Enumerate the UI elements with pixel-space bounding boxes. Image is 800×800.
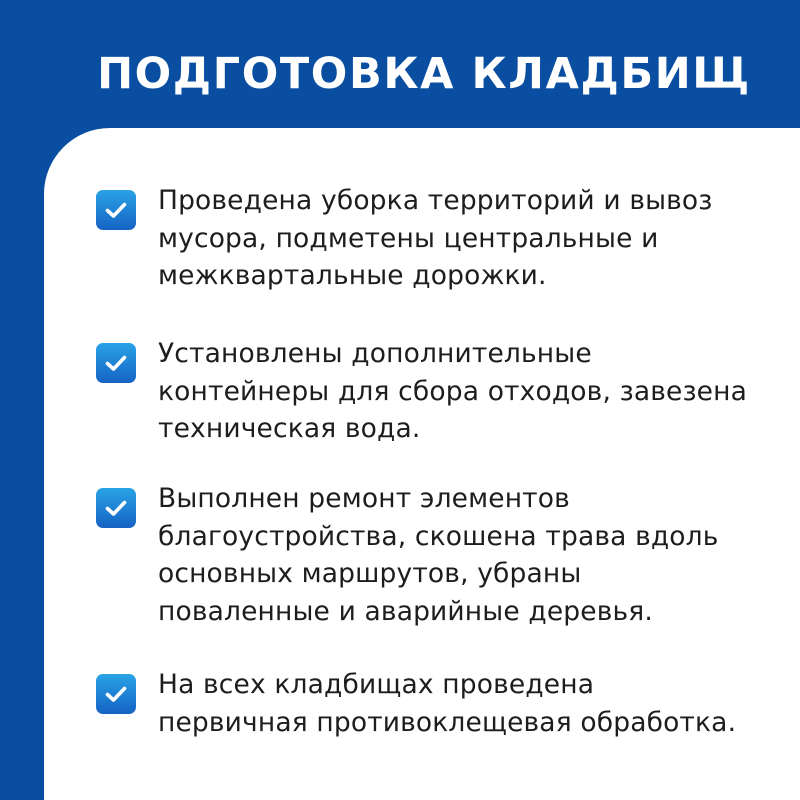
text-line: Проведена уборка территорий и вывоз [158, 185, 713, 216]
text-line: контейнеры для сбора отходов, завезена [158, 375, 747, 407]
text-line: техническая вода. [158, 413, 421, 444]
checkbox-checked-icon [96, 488, 136, 528]
checkbox-checked-icon [96, 190, 136, 230]
list-item-text [158, 182, 778, 295]
text-line: первичная противоклещевая обработка. [158, 706, 737, 738]
page-title: ПОДГОТОВКА КЛАДБИЩ [97, 49, 751, 99]
text-line: Установлены дополнительные [158, 338, 592, 369]
text-line: межквартальные дорожки. [158, 260, 547, 291]
text-line: Выполнен ремонт элементов [158, 483, 570, 514]
text-line: основных маршрутов, убраны [158, 558, 582, 589]
list-item-text [158, 666, 778, 741]
list-item-text [158, 480, 778, 630]
text-line: благоустройства, скошена трава вдоль [158, 520, 719, 552]
list-item-text [158, 335, 778, 448]
text-line: На всех кладбищах проведена [158, 669, 595, 700]
checkbox-checked-icon [96, 343, 136, 383]
text-line: поваленные и аварийные деревья. [158, 595, 653, 627]
header-banner [0, 0, 800, 130]
text-line: мусора, подметены центральные и [158, 222, 659, 254]
checkbox-checked-icon [96, 674, 136, 714]
